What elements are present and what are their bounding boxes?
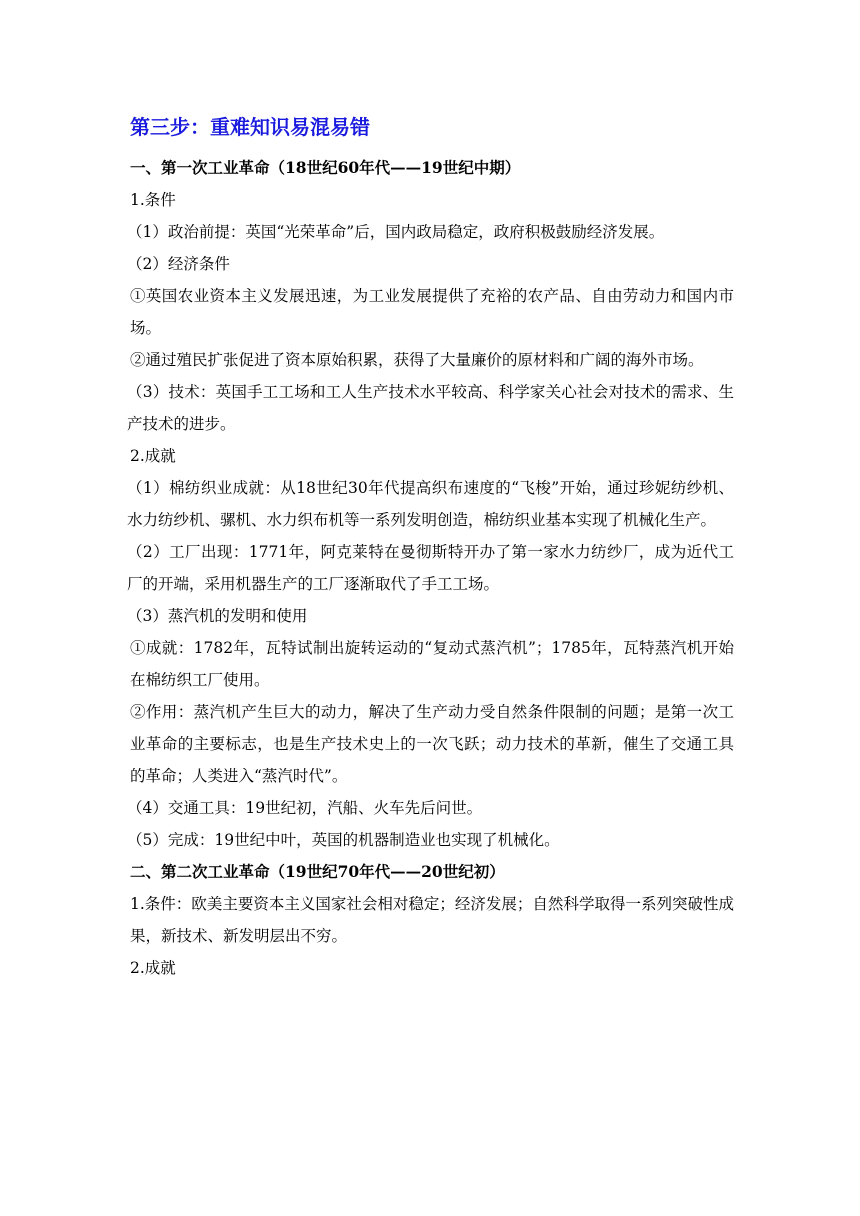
paragraph-second-conditions: 1.条件：欧美主要资本主义国家社会相对稳定；经济发展；自然科学取得一系列突破性成果，新技术、新发明层出不穷。 <box>130 895 734 945</box>
paragraph-technology: （3）技术：英国手工工场和工人生产技术水平较高、科学家关心社会对技术的需求、生产技术的进步。 <box>127 383 734 433</box>
paragraph-transport: （4）交通工具：19世纪初，汽船、火车先后问世。 <box>127 799 483 817</box>
paragraph-steam-achievement: ①成就：1782年，瓦特试制出旋转运动的“复动式蒸汽机”；1785年，瓦特蒸汽机开始在棉纺织工厂使用。 <box>130 639 734 689</box>
paragraph-economic-conditions: （2）经济条件 <box>127 255 230 273</box>
paragraph-colonial-expansion: ②通过殖民扩张促进了资本原始积累，获得了大量廉价的原材料和广阔的海外市场。 <box>130 351 704 369</box>
paragraph-factory: （2）工厂出现：1771年，阿克莱特在曼彻斯特开办了第一家水力纺纱厂，成为近代工厂的开端，采用机器生产的工厂逐渐取代了手工工场。 <box>127 543 734 593</box>
subheading-conditions: 1.条件 <box>130 191 176 209</box>
heading-second-industrial-revolution: 二、第二次工业革命（19世纪70年代——20世纪初） <box>130 862 505 881</box>
paragraph-completion: （5）完成：19世纪中叶，英国的机器制造业也实现了机械化。 <box>127 831 560 849</box>
paragraph-steam-engine: （3）蒸汽机的发明和使用 <box>127 607 308 625</box>
paragraph-agriculture: ①英国农业资本主义发展迅速，为工业发展提供了充裕的农产品、自由劳动力和国内市场。 <box>130 287 734 337</box>
heading-first-industrial-revolution: 一、第一次工业革命（18世纪60年代——19世纪中期） <box>130 158 521 177</box>
subheading-second-achievements: 2.成就 <box>130 959 176 977</box>
paragraph-cotton-textile: （1）棉纺织业成就：从18世纪30年代提高织布速度的“飞梭”开始，通过珍妮纺纱机、水力纺纱机、骡机、水力织布机等一系列发明创造，棉纺织业基本实现了机械化生产。 <box>127 479 734 529</box>
paragraph-political-premise: （1）政治前提：英国“光荣革命”后，国内政局稳定，政府积极鼓励经济发展。 <box>127 223 665 241</box>
subheading-achievements: 2.成就 <box>130 447 176 465</box>
paragraph-steam-effect: ②作用：蒸汽机产生巨大的动力，解决了生产动力受自然条件限制的问题；是第一次工业革命的主要标志，也是生产技术史上的一次飞跃；动力技术的革新，催生了交通工具的革命；人类进入“蒸汽时代”。 <box>130 703 734 785</box>
document-content <box>127 112 734 984</box>
section-heading: 第三步：重难知识易混易错 <box>130 115 370 139</box>
